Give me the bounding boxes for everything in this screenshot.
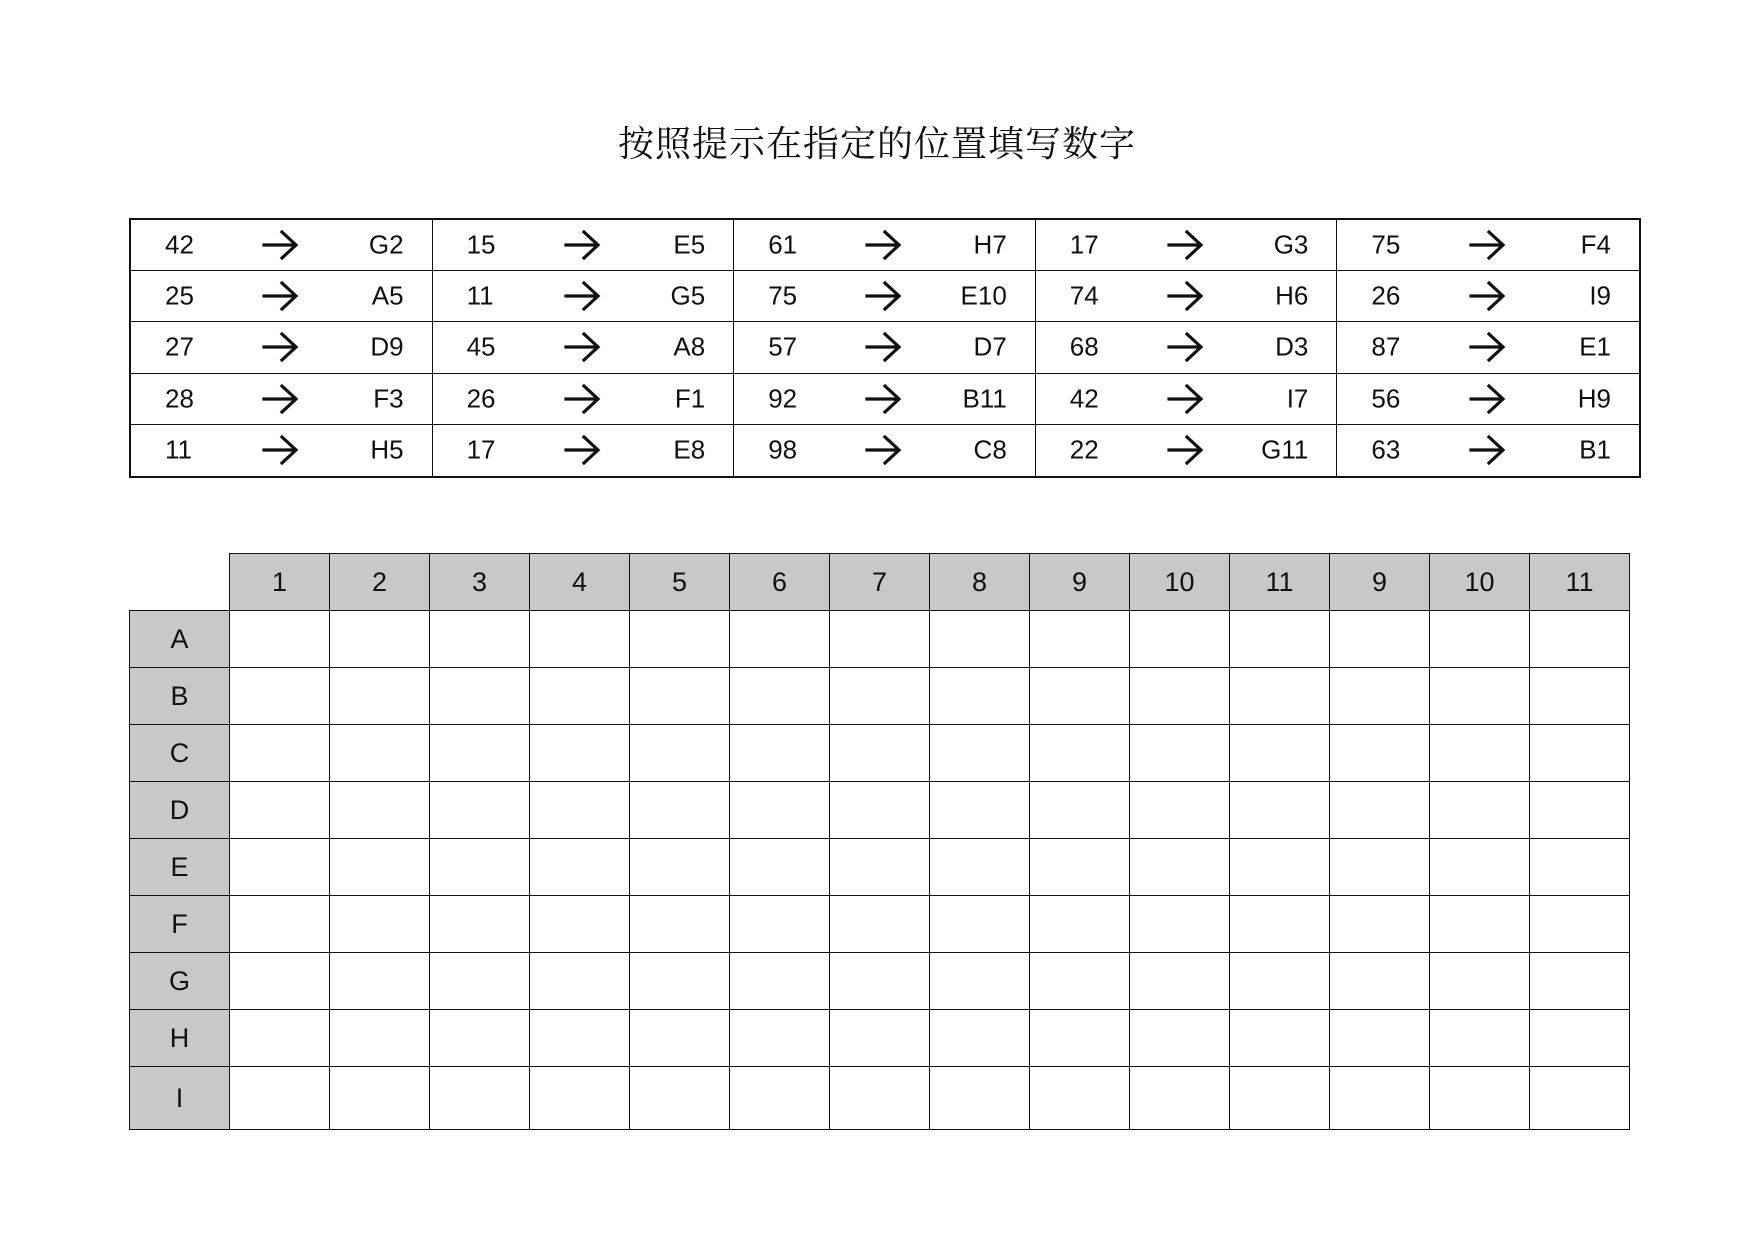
answer-cell[interactable]	[230, 896, 330, 953]
column-header: 5	[630, 554, 730, 611]
answer-cell[interactable]	[330, 896, 430, 953]
answer-cell[interactable]	[930, 668, 1030, 725]
answer-cell[interactable]	[1130, 896, 1230, 953]
answer-cell[interactable]	[530, 1010, 630, 1067]
answer-cell[interactable]	[1130, 839, 1230, 896]
answer-cell[interactable]	[1130, 668, 1230, 725]
answer-cell[interactable]	[1130, 1010, 1230, 1067]
right-arrow-icon	[261, 228, 301, 262]
answer-cell[interactable]	[530, 725, 630, 782]
answer-cell[interactable]	[1130, 611, 1230, 668]
hint-position: B1	[1579, 434, 1611, 465]
hint-number: 17	[466, 434, 496, 465]
answer-cell[interactable]	[930, 839, 1030, 896]
hint-position: D3	[1275, 331, 1309, 362]
answer-cell[interactable]	[1530, 896, 1630, 953]
hint-position: G5	[670, 280, 706, 311]
answer-cell[interactable]	[1430, 611, 1530, 668]
answer-cell[interactable]	[1030, 611, 1130, 668]
answer-cell[interactable]	[630, 896, 730, 953]
grid-row	[130, 953, 1630, 1010]
hint-position: B11	[962, 383, 1007, 414]
row-header: I	[130, 1067, 230, 1130]
hint-cell	[1337, 374, 1639, 425]
answer-cell[interactable]	[1230, 896, 1330, 953]
answer-cell[interactable]	[430, 839, 530, 896]
answer-cell[interactable]	[730, 611, 830, 668]
answer-cell[interactable]	[1330, 1010, 1430, 1067]
hint-number: 11	[165, 434, 192, 465]
answer-cell[interactable]	[1530, 839, 1630, 896]
answer-cell[interactable]	[730, 668, 830, 725]
hint-number: 57	[768, 331, 798, 362]
row-header: H	[130, 1010, 230, 1067]
answer-cell[interactable]	[430, 668, 530, 725]
answer-cell[interactable]	[330, 725, 430, 782]
answer-cell[interactable]	[530, 782, 630, 839]
hint-position: E8	[673, 434, 706, 465]
answer-cell[interactable]	[330, 611, 430, 668]
answer-cell[interactable]	[530, 953, 630, 1010]
right-arrow-icon	[563, 279, 603, 313]
row-header: A	[130, 611, 230, 668]
answer-cell[interactable]	[430, 725, 530, 782]
answer-cell[interactable]	[1330, 1067, 1430, 1130]
hint-position: I7	[1286, 383, 1309, 414]
answer-cell[interactable]	[330, 668, 430, 725]
hint-cell	[1337, 425, 1639, 476]
answer-cell[interactable]	[530, 668, 630, 725]
hint-position: E1	[1579, 331, 1611, 362]
hint-cell	[1036, 322, 1338, 373]
grid-row	[130, 782, 1630, 839]
column-header: 10	[1430, 554, 1530, 611]
answer-cell[interactable]	[730, 725, 830, 782]
hint-number: 17	[1069, 229, 1099, 260]
answer-cell[interactable]	[1430, 725, 1530, 782]
hint-position: F1	[674, 383, 706, 414]
right-arrow-icon	[261, 433, 301, 467]
column-header: 7	[830, 554, 930, 611]
hint-position: G2	[368, 229, 404, 260]
right-arrow-icon	[1468, 279, 1508, 313]
answer-cell[interactable]	[1330, 839, 1430, 896]
answer-cell[interactable]	[1230, 668, 1330, 725]
hint-number: 28	[165, 383, 194, 414]
grid-row	[130, 1067, 1630, 1130]
right-arrow-icon	[261, 382, 301, 416]
hint-position: F4	[1580, 229, 1611, 260]
hint-number: 26	[1371, 280, 1401, 311]
hint-cell	[131, 271, 433, 322]
hint-number: 75	[768, 280, 798, 311]
hint-position: G3	[1273, 229, 1309, 260]
right-arrow-icon	[864, 279, 904, 313]
answer-cell[interactable]	[530, 1067, 630, 1130]
answer-cell[interactable]	[730, 839, 830, 896]
answer-cell[interactable]	[530, 611, 630, 668]
row-header: B	[130, 668, 230, 725]
grid-corner	[130, 554, 230, 611]
answer-cell[interactable]	[1530, 782, 1630, 839]
column-header: 1	[230, 554, 330, 611]
hint-position: H9	[1577, 383, 1611, 414]
right-arrow-icon	[864, 433, 904, 467]
answer-cell[interactable]	[930, 782, 1030, 839]
answer-cell[interactable]	[530, 896, 630, 953]
answer-cell[interactable]	[330, 782, 430, 839]
hint-position: C8	[973, 434, 1007, 465]
answer-cell[interactable]	[1030, 725, 1130, 782]
answer-cell[interactable]	[230, 839, 330, 896]
hint-cell	[433, 271, 735, 322]
answer-cell[interactable]	[630, 668, 730, 725]
hint-number: 22	[1069, 434, 1099, 465]
answer-cell[interactable]	[630, 782, 730, 839]
row-header: C	[130, 725, 230, 782]
answer-cell[interactable]	[430, 611, 530, 668]
hint-position: A8	[673, 331, 706, 362]
hint-number: 92	[768, 383, 798, 414]
right-arrow-icon	[563, 433, 603, 467]
answer-cell[interactable]	[1030, 953, 1130, 1010]
answer-cell[interactable]	[630, 1067, 730, 1130]
answer-cell[interactable]	[330, 953, 430, 1010]
answer-cell[interactable]	[1230, 953, 1330, 1010]
answer-cell[interactable]	[230, 953, 330, 1010]
hint-number: 26	[466, 383, 496, 414]
right-arrow-icon	[864, 228, 904, 262]
answer-cell[interactable]	[1130, 782, 1230, 839]
answer-cell[interactable]	[930, 725, 1030, 782]
hint-number: 75	[1371, 229, 1401, 260]
answer-cell[interactable]	[230, 1067, 330, 1130]
column-header: 11	[1530, 554, 1630, 611]
hint-cell	[433, 322, 735, 373]
answer-cell[interactable]	[1130, 1067, 1230, 1130]
answer-cell[interactable]	[1530, 1067, 1630, 1130]
right-arrow-icon	[1468, 433, 1508, 467]
answer-cell[interactable]	[1030, 896, 1130, 953]
answer-cell[interactable]	[1330, 896, 1430, 953]
hint-cell	[131, 322, 433, 373]
hint-number: 61	[768, 229, 798, 260]
hint-position: H5	[370, 434, 404, 465]
answer-grid	[129, 553, 1630, 1130]
hint-number: 98	[768, 434, 798, 465]
right-arrow-icon	[1166, 433, 1206, 467]
hint-number: 25	[165, 280, 194, 311]
page-title: 按照提示在指定的位置填写数字	[617, 124, 1136, 165]
answer-cell[interactable]	[1130, 725, 1230, 782]
answer-cell[interactable]	[1530, 668, 1630, 725]
column-header: 3	[430, 554, 530, 611]
answer-cell[interactable]	[1230, 611, 1330, 668]
grid-row	[130, 668, 1630, 725]
answer-cell[interactable]	[630, 839, 730, 896]
answer-cell[interactable]	[1430, 1067, 1530, 1130]
answer-cell[interactable]	[930, 896, 1030, 953]
answer-cell[interactable]	[1030, 782, 1130, 839]
hint-number: 56	[1371, 383, 1401, 414]
grid-row	[130, 725, 1630, 782]
answer-cell[interactable]	[1030, 668, 1130, 725]
right-arrow-icon	[1468, 228, 1508, 262]
right-arrow-icon	[1166, 382, 1206, 416]
answer-cell[interactable]	[1330, 953, 1430, 1010]
hint-number: 87	[1371, 331, 1401, 362]
answer-cell[interactable]	[830, 611, 930, 668]
right-arrow-icon	[563, 382, 603, 416]
answer-cell[interactable]	[230, 725, 330, 782]
answer-cell[interactable]	[830, 782, 930, 839]
hint-position: D7	[973, 331, 1007, 362]
right-arrow-icon	[563, 228, 603, 262]
column-header: 6	[730, 554, 830, 611]
answer-cell[interactable]	[730, 953, 830, 1010]
grid-row	[130, 1010, 1630, 1067]
right-arrow-icon	[1166, 228, 1206, 262]
hint-cell	[734, 322, 1036, 373]
answer-cell[interactable]	[230, 1010, 330, 1067]
answer-cell[interactable]	[1230, 782, 1330, 839]
answer-cell[interactable]	[1530, 1010, 1630, 1067]
answer-cell[interactable]	[330, 1010, 430, 1067]
answer-cell[interactable]	[1330, 611, 1430, 668]
answer-cell[interactable]	[730, 1067, 830, 1130]
answer-cell[interactable]	[1530, 611, 1630, 668]
hint-cell	[1337, 271, 1639, 322]
hint-cell	[1337, 220, 1639, 271]
answer-cell[interactable]	[1330, 668, 1430, 725]
hint-position: D9	[370, 331, 404, 362]
answer-cell[interactable]	[1330, 725, 1430, 782]
right-arrow-icon	[261, 279, 301, 313]
column-header: 2	[330, 554, 430, 611]
hint-position: I9	[1589, 280, 1611, 311]
answer-cell[interactable]	[630, 725, 730, 782]
hint-number: 15	[466, 229, 496, 260]
hint-table	[129, 218, 1641, 478]
answer-cell[interactable]	[630, 1010, 730, 1067]
right-arrow-icon	[261, 330, 301, 364]
answer-cell[interactable]	[830, 1010, 930, 1067]
answer-cell[interactable]	[1230, 1010, 1330, 1067]
row-header: F	[130, 896, 230, 953]
hint-position: A5	[371, 280, 404, 311]
hint-cell	[433, 374, 735, 425]
answer-cell[interactable]	[730, 1010, 830, 1067]
hint-cell	[734, 271, 1036, 322]
column-header: 8	[930, 554, 1030, 611]
answer-cell[interactable]	[1530, 725, 1630, 782]
answer-cell[interactable]	[1130, 953, 1230, 1010]
answer-cell[interactable]	[830, 725, 930, 782]
right-arrow-icon	[864, 382, 904, 416]
answer-cell[interactable]	[830, 839, 930, 896]
row-header: D	[130, 782, 230, 839]
right-arrow-icon	[1468, 382, 1508, 416]
hint-cell	[433, 425, 735, 476]
answer-cell[interactable]	[1530, 953, 1630, 1010]
hint-cell	[1337, 322, 1639, 373]
row-header: G	[130, 953, 230, 1010]
hint-cell	[1036, 220, 1338, 271]
answer-cell[interactable]	[1030, 839, 1130, 896]
answer-cell[interactable]	[830, 668, 930, 725]
column-header: 9	[1330, 554, 1430, 611]
grid-row	[130, 611, 1630, 668]
answer-cell[interactable]	[930, 611, 1030, 668]
answer-cell[interactable]	[430, 782, 530, 839]
right-arrow-icon	[1468, 330, 1508, 364]
hint-number: 27	[165, 331, 194, 362]
hint-number: 74	[1069, 280, 1099, 311]
answer-cell[interactable]	[1430, 839, 1530, 896]
answer-cell[interactable]	[530, 839, 630, 896]
answer-cell[interactable]	[1430, 782, 1530, 839]
hint-position: E5	[673, 229, 706, 260]
right-arrow-icon	[563, 330, 603, 364]
grid-row	[130, 839, 1630, 896]
hint-position: G11	[1261, 434, 1309, 465]
hint-position: H6	[1275, 280, 1309, 311]
column-header: 11	[1230, 554, 1330, 611]
answer-cell[interactable]	[630, 953, 730, 1010]
answer-cell[interactable]	[230, 668, 330, 725]
answer-cell[interactable]	[230, 611, 330, 668]
hint-number: 63	[1371, 434, 1401, 465]
hint-cell	[131, 425, 433, 476]
hint-number: 45	[466, 331, 496, 362]
answer-cell[interactable]	[930, 1067, 1030, 1130]
answer-cell[interactable]	[730, 896, 830, 953]
answer-cell[interactable]	[330, 1067, 430, 1130]
hint-cell	[734, 425, 1036, 476]
hint-cell	[734, 220, 1036, 271]
answer-cell[interactable]	[630, 611, 730, 668]
hint-position: F3	[373, 383, 404, 414]
answer-cell[interactable]	[1230, 725, 1330, 782]
column-header: 10	[1130, 554, 1230, 611]
hint-number: 68	[1069, 331, 1099, 362]
hint-position: E10	[960, 280, 1007, 311]
hint-cell	[433, 220, 735, 271]
hint-cell	[131, 220, 433, 271]
hint-cell	[1036, 374, 1338, 425]
answer-cell[interactable]	[430, 953, 530, 1010]
answer-cell[interactable]	[730, 782, 830, 839]
answer-cell[interactable]	[1430, 896, 1530, 953]
hint-cell	[1036, 271, 1338, 322]
column-header: 4	[530, 554, 630, 611]
answer-cell[interactable]	[830, 953, 930, 1010]
answer-cell[interactable]	[1230, 1067, 1330, 1130]
row-header: E	[130, 839, 230, 896]
answer-cell[interactable]	[1030, 1010, 1130, 1067]
answer-cell[interactable]	[430, 1010, 530, 1067]
hint-cell	[1036, 425, 1338, 476]
answer-cell[interactable]	[230, 782, 330, 839]
hint-position: H7	[973, 229, 1007, 260]
answer-cell[interactable]	[430, 1067, 530, 1130]
column-header: 9	[1030, 554, 1130, 611]
answer-cell[interactable]	[1030, 1067, 1130, 1130]
answer-cell[interactable]	[1430, 668, 1530, 725]
answer-cell[interactable]	[1430, 1010, 1530, 1067]
hint-number: 11	[466, 280, 494, 311]
hint-number: 42	[165, 229, 194, 260]
hint-cell	[734, 374, 1036, 425]
answer-cell[interactable]	[830, 896, 930, 953]
grid-row	[130, 896, 1630, 953]
hint-number: 42	[1069, 383, 1099, 414]
answer-cell[interactable]	[330, 839, 430, 896]
right-arrow-icon	[1166, 330, 1206, 364]
answer-cell[interactable]	[1330, 782, 1430, 839]
answer-cell[interactable]	[430, 896, 530, 953]
answer-cell[interactable]	[930, 1010, 1030, 1067]
answer-cell[interactable]	[1230, 839, 1330, 896]
answer-cell[interactable]	[1430, 953, 1530, 1010]
right-arrow-icon	[1166, 279, 1206, 313]
answer-cell[interactable]	[830, 1067, 930, 1130]
answer-cell[interactable]	[930, 953, 1030, 1010]
hint-cell	[131, 374, 433, 425]
right-arrow-icon	[864, 330, 904, 364]
